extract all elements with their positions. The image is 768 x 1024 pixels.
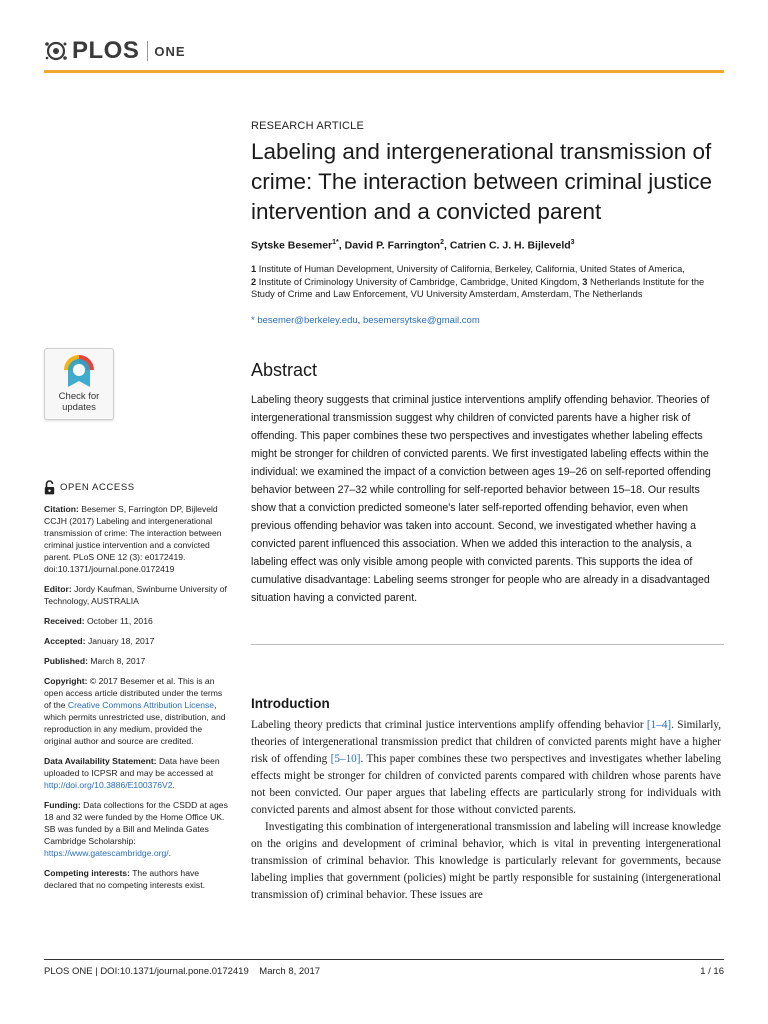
check-for-updates-icon	[62, 353, 96, 389]
abstract-text: Labeling theory suggests that criminal justice interventions amplify offending behavior. Theories of intergenerational transmission suggest why children of convicted parents have a higher risk of offending. This paper combines these two perspectives and investigates whether labeling effects might be stronger for children of convicted parents. We first investigated labeling effects within the individual: we examined the impact of a conviction between ages 19–26 on self-reported offending behavior between 27–32 while controlling for self-reported behavior between 15–18. Our results show that a conviction predicted someone's later self-reported offending behavior, even when previous offending behavior was taken into account. Second, we investigated whether having a convicted parent influenced this association. When we added this interaction to the analysis, a labeling effect was only visible among people with convicted parents. This supports the idea of cumulative disadvantage: Labeling seems stronger for people who are already in a disadvantaged situation having a convicted parent.	[251, 394, 711, 604]
check-for-updates-badge[interactable]	[44, 348, 114, 420]
brand-name: PLOS	[72, 37, 140, 64]
open-lock-icon	[44, 480, 55, 495]
author-affiliation-marker: 3	[570, 239, 575, 246]
license-link[interactable]: Creative Commons Attribution License	[67, 700, 215, 710]
introduction-body	[251, 717, 721, 904]
data-doi-link[interactable]: http://doi.org/10.3886/E100376V2	[44, 780, 173, 790]
page-number: 1 / 16	[700, 966, 724, 977]
logo-divider	[147, 41, 148, 61]
citation-link[interactable]: [1–4]	[646, 719, 672, 731]
published-date: March 8, 2017	[90, 656, 146, 666]
article-info-sidebar	[44, 503, 230, 899]
article-type: RESEARCH ARTICLE	[251, 120, 365, 132]
accepted-block	[44, 635, 230, 647]
intro-text: . Similarly, theories of intergenerational transmission predict that children of convicted parents might have a higher risk of offending	[251, 719, 721, 765]
received-block	[44, 615, 230, 627]
journal-name: ONE	[154, 43, 186, 59]
email-link[interactable]: besemersytske@gmail.com	[362, 315, 480, 326]
open-access-label	[44, 480, 135, 495]
author-name[interactable]: David P. Farrington	[344, 239, 441, 252]
editor-text: Jordy Kaufman, Swinburne University of Technology, AUSTRALIA	[44, 584, 227, 606]
affiliations	[251, 263, 721, 301]
intro-text: Labeling theory predicts that criminal justice interventions amplify offending behavior	[251, 719, 647, 731]
data-availability-text: Data have been uploaded to ICPSR and may be accessed at	[44, 756, 220, 778]
copyright-text: © 2017 Besemer et al. This is an open access article distributed under the terms of the	[44, 676, 223, 710]
abstract-heading: Abstract	[251, 360, 318, 380]
open-access-text: OPEN ACCESS	[60, 482, 135, 493]
citation-label: Citation:	[44, 504, 79, 514]
footer-rule	[44, 959, 724, 960]
badge-line-2: updates	[62, 402, 96, 413]
intro-text: . This paper combines these two perspectives and investigates whether labeling effects might be stronger for children of convicted parents compared with children whose parents have not been convicted. Our paper argues that labeling effects are particularly strong for individuals with convicted parents and almost absent for those without convicted parents.	[251, 753, 721, 816]
introduction-heading: Introduction	[251, 696, 330, 711]
received-date: October 11, 2016	[87, 616, 153, 626]
intro-paragraph-2: Investigating this combination of intergenerational transmission and labeling will increase knowledge on the origins and development of criminal behavior, which is vital in preventing intergenerational transmission of criminal behavior. This knowledge is particularly relevant for governments, because labeling implies that government (policies) might be partly responsible for sustaining (intergenerational transmission of) criminal behavior. These issues are	[251, 821, 721, 901]
funding-link[interactable]: https://www.gatescambridge.org/	[44, 848, 169, 858]
received-label: Received:	[44, 616, 85, 626]
affiliation-text: Institute of Human Development, University of California, Berkeley, California, United States of America,	[258, 264, 685, 274]
intro-paragraph-1	[251, 717, 721, 819]
section-divider	[251, 644, 724, 645]
author-name[interactable]: Sytske Besemer	[251, 239, 333, 252]
email-separator: ,	[357, 315, 361, 326]
author-name[interactable]: Catrien C. J. H. Bijleveld	[449, 239, 571, 252]
competing-interests-block	[44, 867, 230, 891]
affiliation-number: 2	[251, 276, 257, 287]
funding-label: Funding:	[44, 800, 81, 810]
affiliation-text: Netherlands Institute for the Study of Crime and Law Enforcement, VU University Amsterdam, Amsterdam, The Netherlands	[251, 276, 705, 299]
email-marker: *	[251, 315, 255, 326]
funding-end: .	[168, 848, 172, 858]
affiliation-number: 3	[582, 276, 588, 287]
journal-logo[interactable]	[44, 34, 204, 68]
author-affiliation-marker: 1*	[332, 239, 339, 246]
copyright-block	[44, 675, 230, 747]
published-block	[44, 655, 230, 667]
competing-interests-text: The authors have declared that no competing interests exist.	[44, 868, 205, 890]
editor-block	[44, 583, 230, 607]
competing-interests-label: Competing interests:	[44, 868, 130, 878]
header-rule	[44, 70, 724, 73]
citation-block	[44, 503, 230, 575]
footer-citation: PLOS ONE | DOI:10.1371/journal.pone.0172419 March 8, 2017	[44, 966, 321, 977]
data-availability-label: Data Availability Statement:	[44, 756, 157, 766]
copyright-label: Copyright:	[44, 676, 88, 686]
editor-label: Editor:	[44, 584, 72, 594]
article-title: Labeling and intergenerational transmission of crime: The interaction between criminal justice intervention and a convicted parent	[251, 139, 713, 224]
funding-text: Data collections for the CSDD at ages 18 and 32 were funded by the Home Office UK. SB was funded by a Bill and Melinda Gates Cambridge Scholarship:	[44, 800, 228, 846]
accepted-date: January 18, 2017	[87, 636, 155, 646]
plos-logo-icon	[44, 39, 68, 63]
data-availability-block	[44, 755, 230, 791]
affiliation-number: 1	[251, 264, 257, 274]
citation-text: Besemer S, Farrington DP, Bijleveld CCJH (2017) Labeling and intergenerational transmission of crime: The interaction between criminal justice intervention and a convicted parent. PLoS ONE 12 (3): e0172419. doi:10.1371/journal.pone.0172419	[44, 504, 222, 574]
corresponding-email	[251, 315, 480, 326]
published-label: Published:	[44, 656, 88, 666]
author-affiliation-marker: 2	[440, 239, 445, 246]
accepted-label: Accepted:	[44, 636, 86, 646]
author-list: Sytske Besemer$^{1*}$, David P. Farrington$^2$, Catrien C. J. H. Bijleveld$^3$	[251, 239, 575, 252]
badge-line-1: Check for	[58, 391, 100, 402]
funding-block	[44, 799, 230, 859]
email-link[interactable]: besemer@berkeley.edu	[257, 315, 358, 326]
affiliation-text: Institute of Criminology University of Cambridge, Cambridge, United Kingdom,	[258, 276, 580, 287]
citation-link[interactable]: [5–10]	[330, 753, 361, 765]
copyright-text-end: , which permits unrestricted use, distribution, and reproduction in any medium, provided the original author and source are credited.	[44, 700, 226, 746]
data-availability-end: .	[172, 780, 175, 790]
